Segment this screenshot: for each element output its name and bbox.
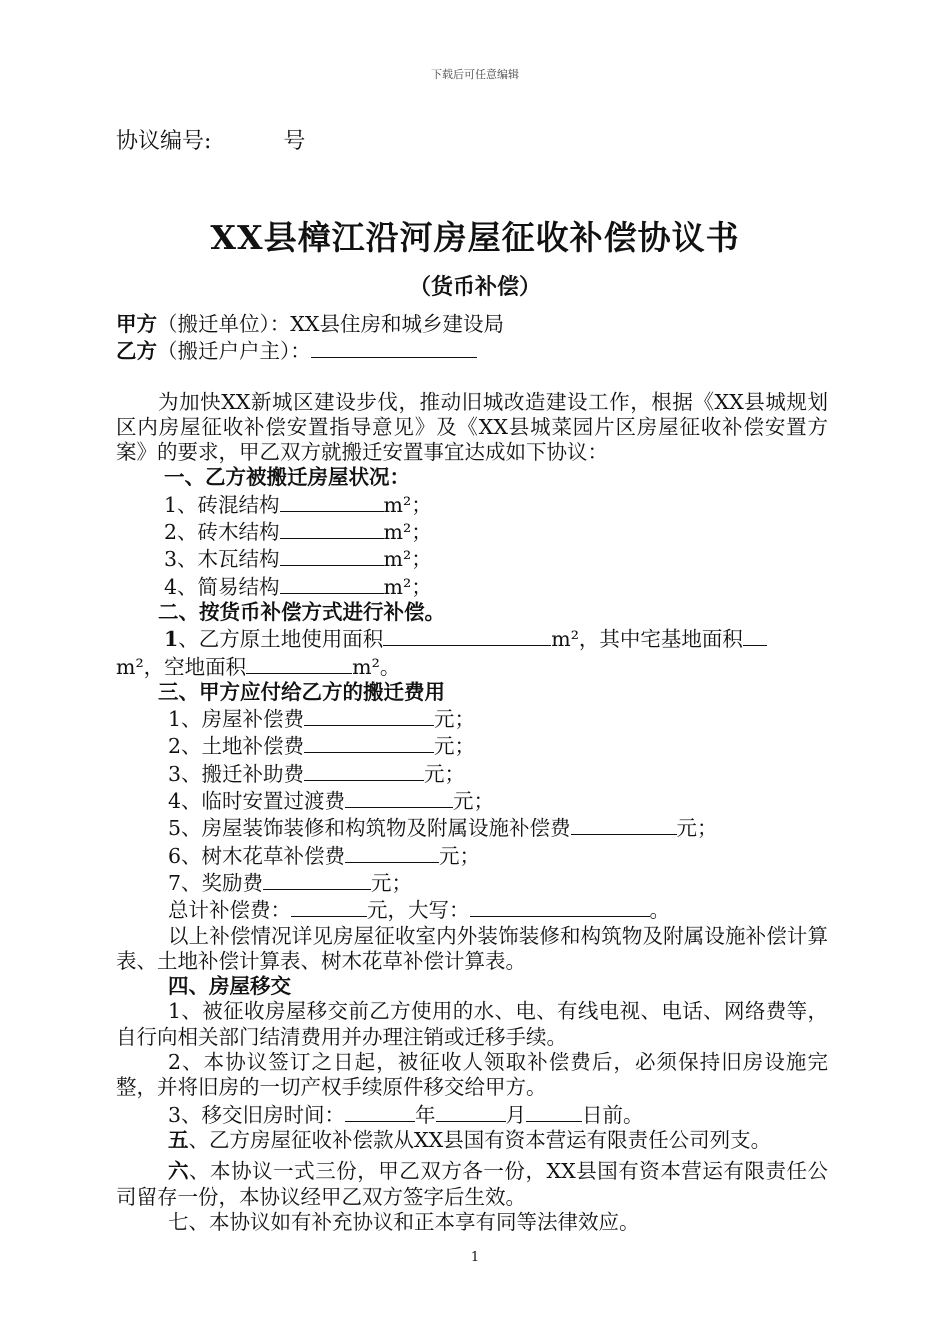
section3-note: 以上补偿情况详见房屋征收室内外装饰装修和构筑物及附属设施补偿计算表、土地补偿计算表、树木花草补偿计算表。: [116, 923, 828, 973]
section1-heading: 一、乙方被搬迁房屋状况：: [164, 465, 410, 490]
section1-item: 4、简易结构 m²；: [164, 574, 432, 599]
section2-heading: 二、按货币补偿方式进行补偿。: [158, 599, 445, 624]
document-title: XX县樟江沿河房屋征收补偿协议书: [210, 218, 740, 257]
section6: 六、本协议一式三份，甲乙双方各一份，XX县国有资本营运有限责任公司留存一份，本协议经甲乙双方签字后生效。: [116, 1159, 829, 1209]
section7: 七、本协议如有补充协议和正本享有同等法律效应。: [168, 1209, 640, 1234]
section3-item: 1、房屋补偿费 元；: [168, 707, 476, 732]
section1-item: 1、砖混结构 m²；: [164, 492, 432, 517]
section4-heading: 四、房屋移交: [168, 974, 291, 999]
section3-item: 5、房屋装饰装修和构筑物及附属设施补偿费 元；: [168, 816, 718, 841]
intro-paragraph: 为加快XX新城区建设步伐，推动旧城改造建设工作，根据《XX县城规划区内房屋征收补偿安置指导意见》及《XX县城菜园片区房屋征收补偿安置方案》的要求，甲乙双方就搬迁安置事宜达成如下协议：: [116, 389, 828, 465]
agreement-number-suffix: 号: [283, 129, 306, 154]
header-note: 下载后可任意编辑: [431, 68, 519, 81]
section4-p3: 3、移交旧房时间： 年 月 日前。: [168, 1102, 644, 1127]
section1-item: 2、砖木结构 m²；: [164, 520, 432, 545]
section2-line2: m²，空地面积 m²。: [116, 654, 401, 679]
agreement-number: [116, 124, 305, 155]
party-b: 乙方（搬迁户户主）：: [116, 337, 828, 364]
section4-p1: 1、被征收房屋移交前乙方使用的水、电、有线电视、电话、网络费等，自行向相关部门结清费用并办理注销或迁移手续。: [116, 999, 828, 1049]
section3-heading: 三、甲方应付给乙方的搬迁费用: [158, 679, 445, 704]
document-subtitle: （货币补偿）: [408, 274, 541, 300]
page-number: 1: [470, 1250, 480, 1265]
section1-item: 3、木瓦结构 m²；: [164, 547, 432, 572]
party-b-blank: [311, 337, 477, 358]
total-compensation: 总计补偿费： 元，大写： 。: [168, 898, 670, 923]
document-body: [116, 312, 828, 1235]
section2-line1: 1、乙方原土地使用面积 m²，其中宅基地面积: [116, 625, 828, 652]
party-a: 甲方（搬迁单位）：XX县住房和城乡建设局: [116, 312, 504, 336]
section3-item: 3、搬迁补助费 元；: [168, 761, 466, 786]
section3-item: 4、临时安置过渡费 元；: [168, 789, 495, 814]
section3-item: 7、奖励费 元；: [168, 870, 413, 895]
section3-item: 2、土地补偿费 元；: [168, 734, 476, 759]
section3-item: 6、树木花草补偿费 元；: [168, 843, 481, 868]
section4-p2: 2、本协议签订之日起，被征收人领取补偿费后，必须保持旧房设施完整，并将旧房的一切产权手续原件移交给甲方。: [116, 1050, 828, 1100]
agreement-number-label: 协议编号:: [116, 129, 212, 154]
section5: 五、乙方房屋征收补偿款从XX县国有资本营运有限责任公司列支。: [168, 1127, 772, 1152]
